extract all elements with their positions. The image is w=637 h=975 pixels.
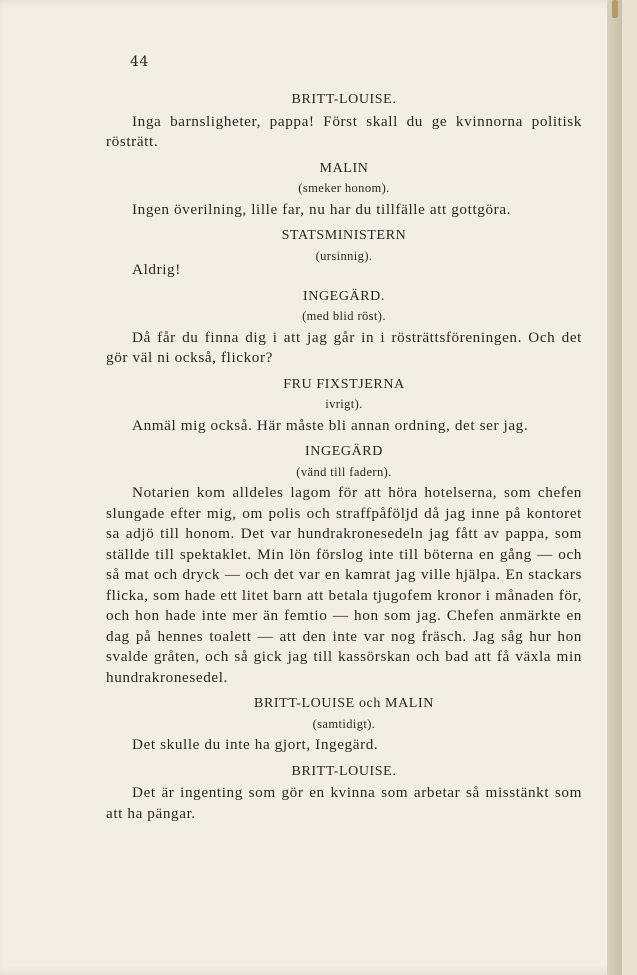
speech-text: Inga barnsligheter, pappa! Först skall du ge kvinnorna politisk rösträtt.: [106, 112, 582, 150]
speaker-name: INGEGÄRD: [305, 444, 383, 459]
page-number: 44: [130, 54, 149, 70]
speech-text: Aldrig!: [132, 261, 181, 278]
speech-text: Då får du finna dig i att jag går in i rösträttsföreningen. Och det gör väl ni också, flickor?: [106, 328, 582, 366]
speaker-name: MALIN: [319, 160, 369, 176]
stage-direction: ivrigt).: [325, 397, 363, 411]
speech-text: Ingen överilning, lille far, nu har du tillfälle att gottgöra.: [132, 200, 512, 218]
bookmark-tab: [612, 0, 618, 18]
speaker-name: BRITT-LOUISE och MALIN: [254, 696, 434, 711]
stage-direction: (vänd till fadern).: [296, 464, 392, 479]
stage-direction: (med blid röst).: [302, 309, 386, 323]
speaker-name: INGEGÄRD.: [302, 288, 385, 304]
speech-text: Anmäl mig också. Här måste bli annan ordning, det ser jag.: [132, 416, 529, 434]
play-text: [106, 84, 582, 828]
speech-text: Det är ingenting som gör en kvinna som arbetar så misstänkt som att ha pängar.: [106, 784, 582, 822]
stage-direction: (smeker honom).: [298, 181, 390, 195]
speaker-name: STATSMINISTERN: [281, 228, 407, 243]
speaker-name: BRITT-LOUISE.: [291, 92, 397, 107]
page-edge: [607, 0, 622, 975]
stage-direction: (ursinnig).: [315, 248, 373, 263]
stage-direction: (samtidigt).: [312, 716, 376, 731]
speech-text: Det skulle du inte ha gjort, Ingegärd.: [132, 736, 379, 753]
speaker-name: BRITT-LOUISE.: [291, 763, 397, 779]
speaker-name: FRU FIXSTJERNA: [283, 376, 405, 392]
speech-text: Notarien kom alldeles lagom för att höra hotelserna, som chefen slungade efter mig, om polis och straffpåföljd då jag inne på kontoret sa adjö till honom. Det var hundrakronesedeln jag fått av pappa, som ställde till spektaklet. Min lön förslog inte till böterna en gång — och så mat och dryck — och det var en kamrat jag ville hjälpa. En stackars flicka, som hade ett litet barn att betala tjugofem kronor i månaden för, och hon hade inte mer än femtio — hon som jag. Chefen anmärkte en dag på hennes toalett — att den inte var nog fräsch. Jag såg hur hon svalde gråten, och så gick jag till kassörskan och bad att få växla min hundrakronesedel.: [106, 484, 582, 686]
